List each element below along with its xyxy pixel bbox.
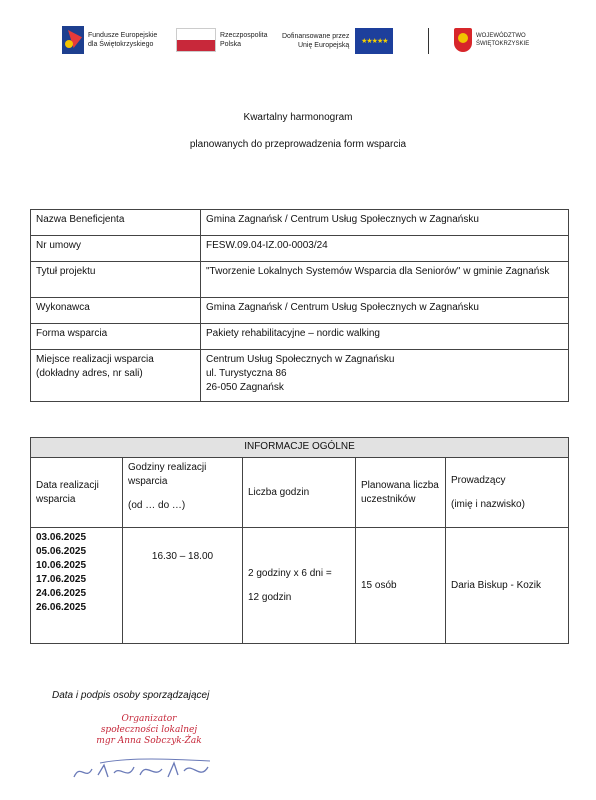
woj-text-1: WOJEWÓDZTWO <box>476 33 526 39</box>
address-line: ul. Turystyczna 86 <box>206 368 287 379</box>
rp-text-2: Polska <box>220 41 242 48</box>
fe-text-1: Fundusze Europejskie <box>88 32 158 39</box>
row-value: Pakiety rehabilitacyjne – nordic walking <box>201 324 569 350</box>
logo-divider <box>428 28 429 54</box>
eu-logo <box>282 28 393 54</box>
doc-title-line1: Kwartalny harmonogram <box>243 112 353 123</box>
rp-logo <box>176 28 267 52</box>
row-value: FESW.09.04-IZ.00-0003/24 <box>201 236 569 262</box>
table-row <box>31 350 569 402</box>
col-date-header: Data realizacji wsparcia <box>31 458 123 528</box>
hours-line-a: 2 godziny x 6 dni = <box>248 567 332 579</box>
stamp-line: mgr Anna Sobczyk-Żak <box>96 736 202 746</box>
woj-logo <box>454 28 529 52</box>
eu-text-1: Dofinansowane przez <box>282 33 350 40</box>
participants-cell: 15 osób <box>356 528 446 644</box>
col-leader-header-a: Prowadzący <box>451 474 506 486</box>
row-label: Forma wsparcia <box>31 324 201 350</box>
info-table <box>30 209 569 402</box>
eu-text-2: Unię Europejską <box>297 42 350 49</box>
polish-flag-icon <box>176 28 216 52</box>
table-row <box>31 236 569 262</box>
row-label: Nazwa Beneficjenta <box>31 210 201 236</box>
row-value: Gmina Zagnańsk / Centrum Usług Społecznych w Zagnańsku <box>201 210 569 236</box>
date-item: 17.06.2025 <box>36 574 87 585</box>
handwritten-signature <box>70 755 230 785</box>
coat-of-arms-icon <box>454 28 472 52</box>
address-line: Centrum Usług Społecznych w Zagnańsku <box>206 354 395 365</box>
table-header-row <box>31 458 569 528</box>
leader-cell: Daria Biskup - Kozik <box>446 528 569 644</box>
time-cell: 16.30 – 18.00 <box>123 528 243 644</box>
table-row <box>31 262 569 298</box>
row-label: Tytuł projektu <box>31 262 201 298</box>
table-row <box>31 528 569 644</box>
row-label: Nr umowy <box>31 236 201 262</box>
fe-text-2: dla Świętokrzyskiego <box>88 41 154 48</box>
date-item: 05.06.2025 <box>36 546 87 557</box>
table-row <box>31 210 569 236</box>
row-value: Gmina Zagnańsk / Centrum Usług Społecznych w Zagnańsku <box>201 298 569 324</box>
col-participants-header: Planowana liczba uczestników <box>356 458 446 528</box>
fe-icon <box>62 26 84 54</box>
dates-cell <box>31 528 123 644</box>
hours-line-b: 12 godzin <box>248 591 292 603</box>
fe-logo <box>62 26 157 54</box>
logo-bar <box>0 22 596 62</box>
signature-label: Data i podpis osoby sporządzającej <box>52 690 210 701</box>
col-leader-header <box>446 458 569 528</box>
stamp-line: społeczności lokalnej <box>100 725 198 735</box>
row-label: Wykonawca <box>31 298 201 324</box>
table-row <box>31 298 569 324</box>
stamp-line: Organizator <box>121 714 177 724</box>
date-item: 03.06.2025 <box>36 532 87 543</box>
doc-title-line2: planowanych do przeprowadzenia form wsparcia <box>189 139 407 150</box>
woj-text-2: ŚWIĘTOKRZYSKIE <box>476 41 530 47</box>
schedule-heading: INFORMACJE OGÓLNE <box>31 438 569 458</box>
row-value <box>201 350 569 402</box>
row-value: "Tworzenie Lokalnych Systemów Wsparcia dla Seniorów" w gminie Zagnańsk <box>201 262 569 298</box>
date-item: 24.06.2025 <box>36 588 87 599</box>
rp-text-1: Rzeczpospolita <box>220 32 268 39</box>
organizer-stamp <box>74 714 224 747</box>
hours-cell <box>243 528 356 644</box>
col-count-header: Liczba godzin <box>243 458 356 528</box>
col-hours-header-a: Godziny realizacji wsparcia <box>128 462 207 487</box>
col-hours-header <box>123 458 243 528</box>
col-leader-header-b: (imię i nazwisko) <box>451 498 525 510</box>
address-line: 26-050 Zagnańsk <box>206 382 284 393</box>
row-label: Miejsce realizacji wsparcia (dokładny adres, nr sali) <box>31 350 201 402</box>
date-item: 26.06.2025 <box>36 602 87 613</box>
date-item: 10.06.2025 <box>36 560 87 571</box>
schedule-table <box>30 437 569 644</box>
col-hours-header-b: (od … do …) <box>128 500 186 511</box>
table-row <box>31 324 569 350</box>
eu-flag-icon: ★★★★★ <box>355 28 393 54</box>
